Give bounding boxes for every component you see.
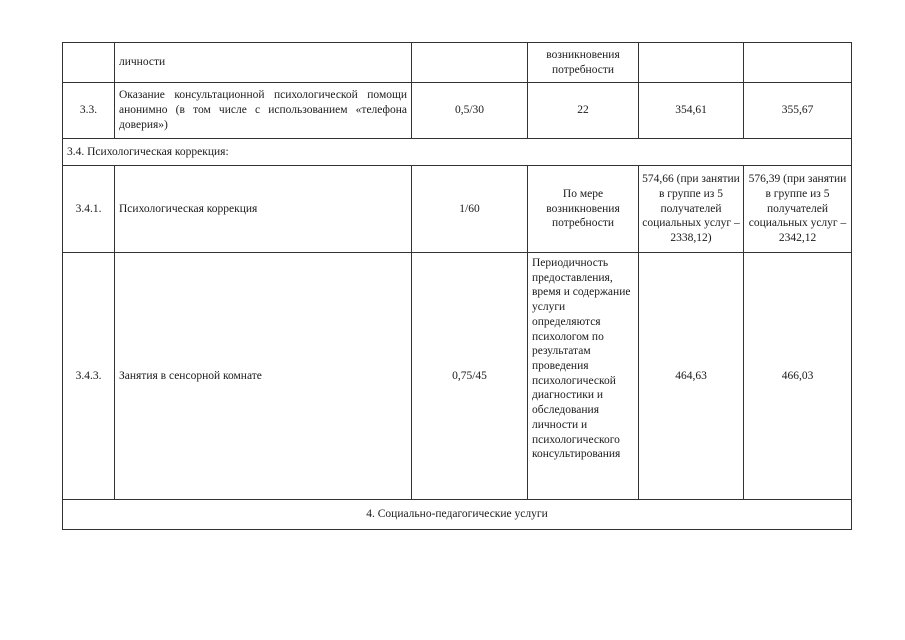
table-row [63, 166, 852, 253]
services-table [62, 42, 852, 530]
num-cell [63, 43, 115, 83]
section-row [63, 500, 852, 530]
frequency-cell: возникновения потребности [528, 43, 639, 83]
table-row [63, 83, 852, 139]
norm-cell: 0,75/45 [412, 253, 528, 500]
norm-cell: 0,5/30 [412, 83, 528, 139]
price1-cell: 464,63 [639, 253, 744, 500]
num-cell: 3.4.3. [63, 253, 115, 500]
num-cell: 3.4.1. [63, 166, 115, 253]
frequency-cell: Периодичность предоставления, время и содержание услуги определяются психологом по результатам проведения психологической диагностики и обследования личности и психологического консультирования [528, 253, 639, 500]
service-name-cell: Занятия в сенсорной комнате [115, 253, 412, 500]
price1-cell: 354,61 [639, 83, 744, 139]
table-row [63, 43, 852, 83]
frequency-cell: 22 [528, 83, 639, 139]
service-name-cell: Оказание консультационной психологической помощи анонимно (в том числе с использованием «телефона доверия») [115, 83, 412, 139]
price2-cell [744, 43, 852, 83]
price2-cell: 576,39 (при занятии в группе из 5 получателей социальных услуг – 2342,12 [744, 166, 852, 253]
price2-cell: 466,03 [744, 253, 852, 500]
section-heading: 3.4. Психологическая коррекция: [63, 139, 852, 166]
price1-cell: 574,66 (при занятии в группе из 5 получателей социальных услуг – 2338,12) [639, 166, 744, 253]
service-name-cell: Психологическая коррекция [115, 166, 412, 253]
price1-cell [639, 43, 744, 83]
section-heading: 4. Социально-педагогические услуги [63, 500, 852, 530]
table-row [63, 253, 852, 500]
norm-cell [412, 43, 528, 83]
section-row [63, 139, 852, 166]
price2-cell: 355,67 [744, 83, 852, 139]
service-name-cell: личности [115, 43, 412, 83]
frequency-cell: По мере возникновения потребности [528, 166, 639, 253]
norm-cell: 1/60 [412, 166, 528, 253]
num-cell: 3.3. [63, 83, 115, 139]
